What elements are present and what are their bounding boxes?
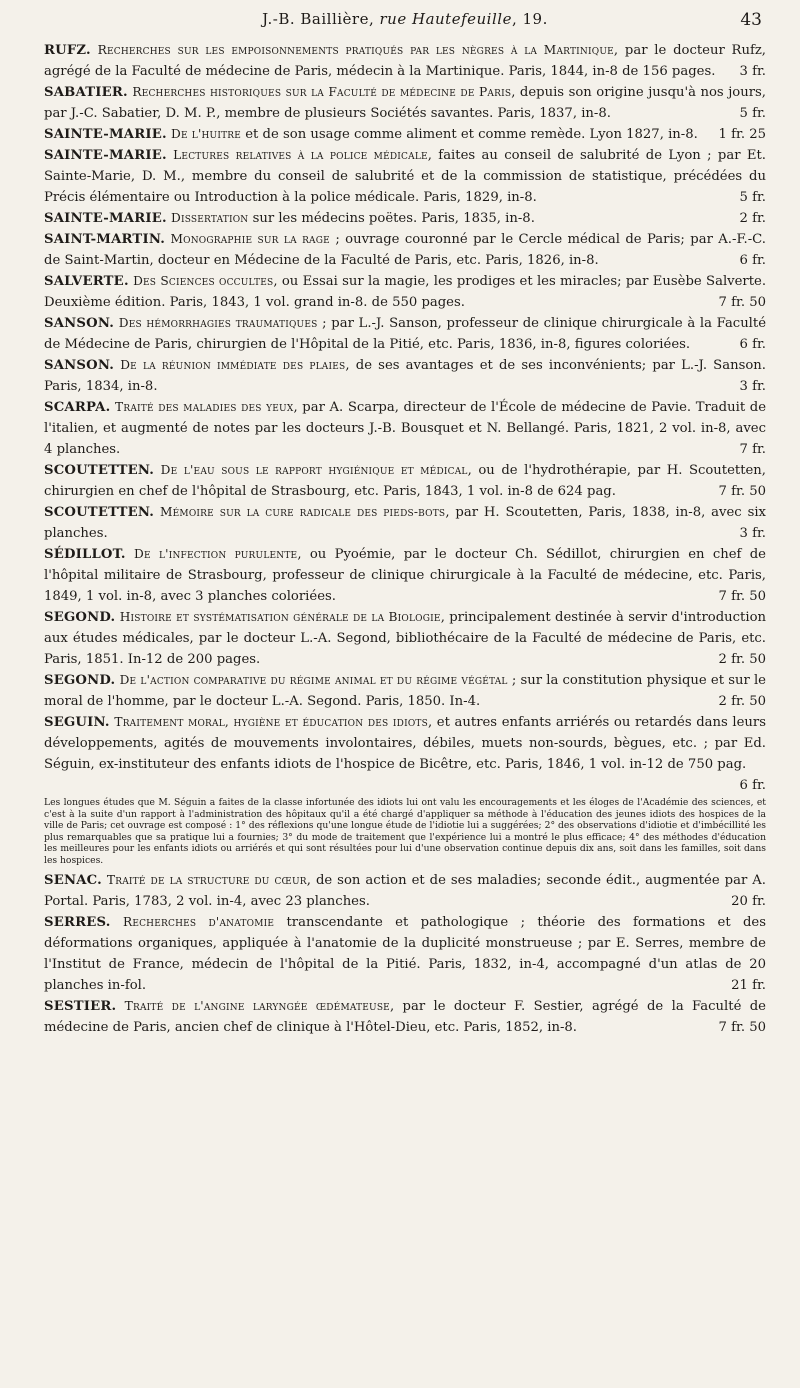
entry-price: 7 fr. 50	[718, 589, 766, 604]
catalogue-entry	[44, 208, 766, 229]
entry-price: 1 fr. 25	[718, 127, 766, 142]
entry-title: De l'action comparative du régime animal et du régime végétal	[119, 673, 508, 687]
entry-description: ; par L.-J. Sanson, professeur de clinique chirurgicale à la Faculté de Médecine de Paris, chirurgien de l'Hôpital de la Pitié, etc. Paris, 1836, in-8, figures coloriées.	[44, 316, 767, 352]
entry-price: 5 fr.	[739, 106, 766, 121]
entry-title: Lectures relatives à la police médicale	[173, 148, 428, 162]
entry-title: Traité de la structure du cœur	[106, 872, 307, 887]
entry-author: SERRES.	[44, 914, 111, 930]
running-title-number: , 19.	[511, 10, 548, 28]
entry-author: SAINTE-MARIE.	[44, 127, 167, 142]
catalogue-entry	[44, 460, 766, 502]
entry-description: , par H. Scoutetten, Paris, 1838, in-8, avec six planches.	[44, 505, 766, 541]
entry-description: , de son action et de ses maladies; seconde édit., augmentée par A. Portal. Paris, 1783, 2 vol. in-4, avec 23 planches.	[44, 872, 766, 909]
entry-description: , de ses avantages et de ses inconvénients; par L.-J. Sanson. Paris, 1834, in-8.	[44, 358, 766, 394]
catalogue-entry	[44, 82, 766, 124]
entry-title: Recherches d'anatomie	[122, 914, 275, 929]
catalogue-entry	[44, 870, 766, 912]
entry-title: Traité des maladies des yeux	[115, 400, 294, 414]
entry-title: Traité de l'angine laryngée œdémateuse	[124, 998, 390, 1013]
entry-author: SANSON.	[44, 358, 115, 373]
entry-price: 3 fr.	[739, 379, 766, 394]
entry-title: Mémoire sur la cure radicale des pieds-bots	[159, 505, 446, 519]
entry-author: SEGOND.	[44, 673, 116, 688]
entry-description: ; ouvrage couronné par le Cercle médical de Paris; par A.-F.-C. de Saint-Martin, docteur en Médecine de la Faculté de Paris, etc. Paris, 1826, in-8.	[44, 232, 766, 268]
running-title-publisher: J.-B. Baillière,	[262, 10, 380, 28]
entry-title: Dissertation	[170, 211, 249, 225]
catalogue-entries	[44, 40, 766, 1038]
entry-title: Des Sciences occultes	[133, 274, 274, 288]
entry-title: De l'infection purulente	[134, 547, 298, 561]
catalogue-entry	[44, 607, 766, 670]
entry-price: 2 fr. 50	[718, 694, 766, 709]
entry-price: 7 fr. 50	[718, 484, 766, 499]
entry-description: , par le docteur Rufz, agrégé de la Faculté de médecine de Paris, médecin à la Martinique. Paris, 1844, in-8 de 156 pages.	[44, 43, 767, 79]
entry-price: 21 fr.	[731, 977, 766, 993]
entry-title: De l'eau sous le rapport hygiénique et médical	[160, 463, 468, 477]
entry-description: , ou Pyoémie, par le docteur Ch. Sédillot, chirurgien en chef de l'hôpital militaire de Strasbourg, professeur de clinique chirurgicale à la Faculté de médecine, etc. Paris, 1849, 1 vol. in-8, avec 3 planches coloriées.	[44, 547, 766, 604]
entry-author: SABATIER.	[44, 85, 128, 100]
entry-title: De la réunion immédiate des plaies	[120, 358, 346, 372]
entry-title: Traitement moral, hygiène et éducation des idiots	[114, 715, 428, 729]
catalogue-entry	[44, 124, 766, 145]
entry-title: De l'huitre	[170, 127, 242, 141]
entry-description: sur les médecins poëtes. Paris, 1835, in-8.	[248, 211, 535, 226]
entry-author: SCARPA.	[44, 400, 111, 415]
entry-author: SCOUTETTEN.	[44, 463, 155, 478]
catalogue-entry	[44, 912, 766, 996]
entry-author: SENAC.	[44, 872, 102, 888]
catalogue-entry	[44, 502, 766, 544]
entry-title: Recherches historiques sur la Faculté de médecine de Paris	[132, 85, 512, 99]
entry-description: , par le docteur F. Sestier, agrégé de la Faculté de médecine de Paris, ancien chef de clinique à l'Hôtel-Dieu, etc. Paris, 1852, in-8.	[44, 998, 766, 1035]
entry-price: 3 fr.	[739, 526, 766, 541]
entry-price: 5 fr.	[739, 190, 766, 205]
entry-author: SCOUTETTEN.	[44, 505, 155, 520]
catalogue-entry	[44, 397, 766, 460]
catalogue-entry	[44, 670, 766, 712]
entry-price: 6 fr.	[739, 253, 766, 268]
entry-author: SAINTE-MARIE.	[44, 211, 167, 226]
running-title	[44, 10, 766, 28]
entry-description: , par A. Scarpa, directeur de l'École de médecine de Pavie. Traduit de l'italien, et augmenté de notes par les docteurs J.-B. Bousquet et N. Bellangé. Paris, 1821, 2 vol. in-8, avec 4 planches.	[44, 400, 766, 457]
entry-title: Recherches sur les empoisonnements pratiqués par les nègres à la Martinique	[97, 43, 614, 57]
entry-price: 2 fr.	[739, 211, 766, 226]
entry-price: 7 fr. 50	[718, 295, 766, 310]
entry-price: 20 fr.	[731, 893, 766, 909]
entry-note: Les longues études que M. Séguin a faites de la classe infortunée des idiots lui ont valu les encouragements et les éloges de l'Académie des sciences, et c'est à la suite d'un rapport à l'administration des hôpitaux qu'il a été chargé d'appliquer sa méthode à l'éducation des jeunes idiots des hospices de la ville de Paris; cet ouvrage est composé : 1° des réflexions qu'une longue étude de l'idiotie lui a suggérées; 2° des observations d'idiotie et d'imbécillité les plus remarquables que sa pratique lui a fournies; 3° du mode de traitement que l'expérience lui a montré le plus efficace; 4° des méthodes d'éducation les meilleures pour les enfants idiots ou arriérés et qui sont résultées pour lui d'une observation continue depuis dix ans, soit dans les familles, soit dans les hospices.	[44, 797, 766, 866]
entry-author: SANSON.	[44, 316, 115, 331]
entry-description: et de son usage comme aliment et comme remède. Lyon 1827, in-8.	[241, 127, 698, 142]
entry-author: SESTIER.	[44, 998, 117, 1014]
catalogue-entry	[44, 355, 766, 397]
entry-description: , principalement destinée à servir d'introduction aux études médicales, par le docteur L.-A. Segond, bibliothécaire de la Faculté de médecine de Paris, etc. Paris, 1851. In-12 de 200 pages.	[44, 610, 766, 667]
entry-title: Des hémorrhagies traumatiques	[118, 316, 318, 330]
entry-price: 3 fr.	[739, 64, 766, 79]
catalogue-entry	[44, 996, 766, 1038]
page-header	[44, 6, 766, 40]
entry-author: SEGOND.	[44, 610, 116, 625]
entry-title: Monographie sur la rage	[170, 232, 330, 246]
entry-description: transcendante et pathologique ; théorie des formations et des déformations organiques, appliquée à l'anatomie de la duplicité monstrueuse ; par E. Serres, membre de l'Institut de France, médecin de l'hôpital de la Pitié. Paris, 1832, in-4, accompagné d'un atlas de 20 planches in-fol.	[44, 914, 766, 993]
catalogue-entry	[44, 145, 766, 208]
running-title-street: rue Hautefeuille	[379, 10, 512, 28]
catalogue-entry	[44, 544, 766, 607]
entry-price: 7 fr.	[739, 442, 766, 457]
catalogue-entry	[44, 712, 766, 796]
catalogue-entry	[44, 313, 766, 355]
entry-author: SÉDILLOT.	[44, 547, 126, 562]
catalogue-entry	[44, 271, 766, 313]
catalogue-entry	[44, 40, 766, 82]
entry-title: Histoire et systématisation générale de la Biologie	[119, 610, 441, 624]
entry-author: SALVERTE.	[44, 274, 129, 289]
entry-author: RUFZ.	[44, 43, 91, 58]
entry-price: 7 fr. 50	[718, 1019, 766, 1035]
entry-price: 6 fr.	[739, 337, 766, 352]
page-number: 43	[740, 10, 762, 30]
entry-price: 2 fr. 50	[718, 652, 766, 667]
entry-description: , ou Essai sur la magie, les prodiges et les miracles; par Eusèbe Salverte. Deuxième édition. Paris, 1843, 1 vol. grand in-8. de 550 pages.	[44, 274, 767, 310]
entry-author: SEGUIN.	[44, 715, 110, 730]
entry-author: SAINTE-MARIE.	[44, 148, 167, 163]
entry-description: , depuis son origine jusqu'à nos jours, par J.-C. Sabatier, D. M. P., membre de plusieurs Sociétés savantes. Paris, 1837, in-8.	[44, 85, 766, 121]
entry-description: ; sur la constitution physique et sur le moral de l'homme, par le docteur L.-A. Segond. Paris, 1850. In-4.	[44, 673, 766, 709]
entry-description: , faites au conseil de salubrité de Lyon ; par Et. Sainte-Marie, D. M., membre du conseil de salubrité et de la commission de statistique, précédées du Précis élémentaire ou Introduction à la police médicale. Paris, 1829, in-8.	[44, 148, 766, 205]
entry-author: SAINT-MARTIN.	[44, 232, 166, 247]
entry-price: 6 fr.	[739, 778, 766, 793]
catalogue-entry	[44, 229, 766, 271]
entry-description: , ou de l'hydrothérapie, par H. Scoutetten, chirurgien en chef de l'hôpital de Strasbourg, etc. Paris, 1843, 1 vol. in-8 de 624 pag.	[44, 463, 766, 499]
entry-description: , et autres enfants arriérés ou retardés dans leurs développements, agités de mouvements involontaires, débiles, muets non-sourds, bègues, etc. ; par Ed. Séguin, ex-instituteur des enfants idiots de l'hospice de Bicêtre, etc. Paris, 1846, 1 vol. in-12 de 750 pag.	[44, 715, 766, 772]
